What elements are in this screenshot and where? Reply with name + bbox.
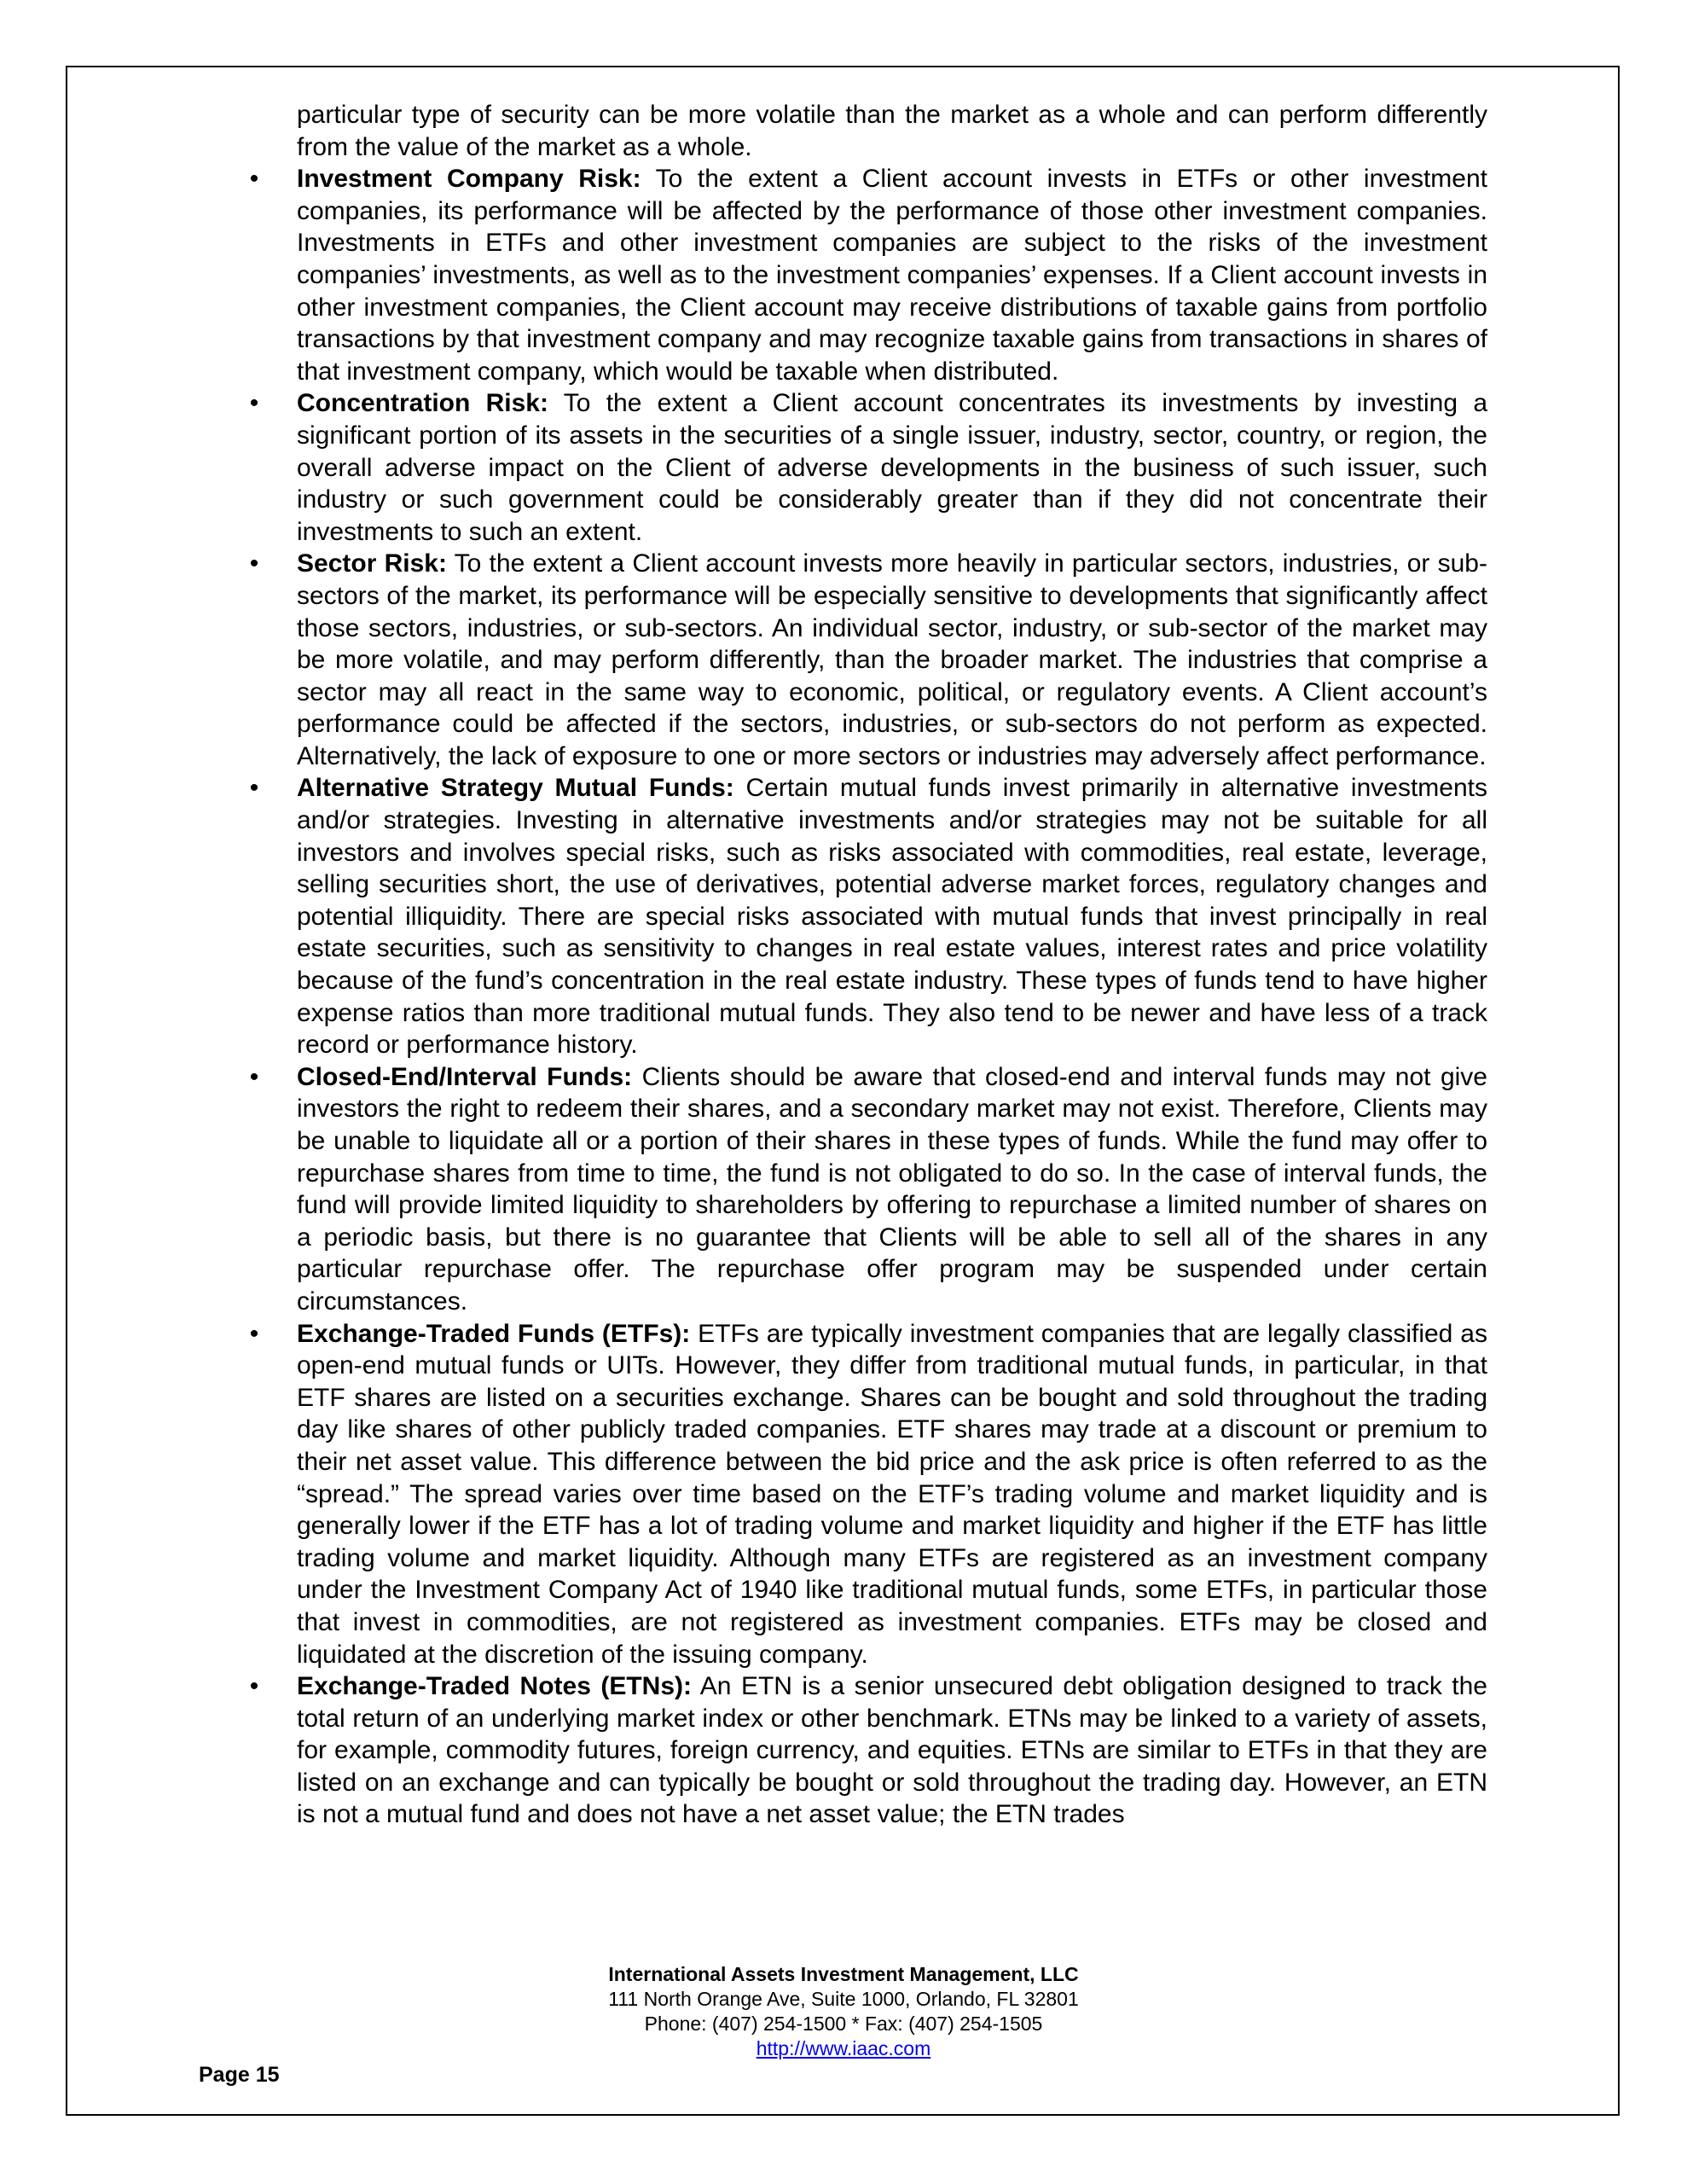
bullet-icon: • [249,1062,259,1091]
continuation-paragraph: particular type of security can be more volatile than the market as a whole and can perform differently from the value of the market as a whole. [297,101,1487,161]
risk-description: Clients should be aware that closed-end and interval funds may not give investors the right to redeem their shares, and a secondary market may not exist. Therefore, Clients may be unable to liquidate all or a portion of their shares in these types of funds. While the fund may offer to repurchase shares from time to time, the fund is not obligated to do so. In the case of interval funds, the fund will provide limited liquidity to shareholders by offering to repurchase a limited number of shares on a periodic basis, but there is no guarantee that Clients will be able to sell all of the shares in any particular repurchase offer. The repurchase offer program may be suspended under certain circumstances. [297,1062,1487,1316]
footer-address: 111 North Orange Ave, Suite 1000, Orlando, FL 32801 [608,1988,1079,2010]
risk-term: Sector Risk: [297,549,447,578]
risk-term: Alternative Strategy Mutual Funds: [297,774,734,803]
risk-description: An ETN is a senior unsecured debt obligation designed to track the total return of an underlying market index or other benchmark. ETNs may be linked to a variety of assets, for example, commodity futures, foreign currency, and equities. ETNs are similar to ETFs in that they are listed on an exchange and can typically be bought or sold throughout the trading day. However, an ETN is not a mutual fund and does not have a net asset value; the ETN trades [297,1672,1487,1829]
risk-description: Certain mutual funds invest primarily in alternative investments and/or strategies. Investing in alternative investments and/or strategies may not be suitable for all investors and involves special risks, such as risks associated with commodities, real estate, leverage, selling securities short, the use of derivatives, potential adverse market forces, regulatory changes and potential illiquidity. There are special risks associated with mutual funds that invest principally in real estate securities, such as sensitivity to changes in real estate values, interest rates and price volatility because of the fund’s concentration in the real estate industry. These types of funds tend to have higher expense ratios than more traditional mutual funds. They also tend to be newer and have less of a track record or performance history. [297,774,1487,1060]
list-item [249,772,1487,1060]
bullet-icon: • [249,1672,259,1701]
page-number: Page 15 [199,2063,280,2087]
list-item [249,387,1488,548]
page-footer [0,1962,1687,2061]
list-item [249,1061,1487,1318]
bullet-icon: • [249,774,259,803]
risk-list [249,163,1488,1831]
list-item [249,1670,1487,1831]
risk-term: Closed-End/Interval Funds: [297,1062,633,1091]
bullet-icon: • [249,165,259,194]
bullet-icon: • [249,549,259,578]
footer-website-link[interactable]: http://www.iaac.com [756,2037,931,2059]
risk-description: To the extent a Client account concentrates its investments by investing a significant portion of its assets in the securities of a single issuer, industry, sector, country, or region, the overall adverse impact on the Client of adverse developments in the business of such issuer, such industry or such government could be considerably greater than if they did not concentrate their investments to such an extent. [297,389,1488,546]
list-item [249,163,1488,387]
footer-phone-fax: Phone: (407) 254-1500 * Fax: (407) 254-1505 [644,2013,1043,2035]
bullet-icon: • [249,389,259,418]
risk-term: Exchange-Traded Funds (ETFs): [297,1319,691,1348]
list-item [249,548,1487,772]
risk-description: To the extent a Client account invests in ETFs or other investment companies, its performance will be affected by the performance of those other investment companies. Investments in ETFs and other investment companies are subject to the risks of the investment companies’ investments, as well as to the investment companies’ expenses. If a Client account invests in other investment companies, the Client account may receive distributions of taxable gains from portfolio transactions by that investment company and may recognize taxable gains from transactions in shares of that investment company, which would be taxable when distributed. [297,165,1488,386]
risk-term: Investment Company Risk: [297,165,641,194]
list-item [249,1318,1487,1671]
risk-term: Concentration Risk: [297,389,548,418]
risk-description: To the extent a Client account invests more heavily in particular sectors, industries, or sub-sectors of the market, its performance will be especially sensitive to developments that significantly affect those sectors, industries, or sub-sectors. An individual sector, industry, or sub-sector of the market may be more volatile, and may perform differently, than the broader market. The industries that comprise a sector may all react in the same way to economic, political, or regulatory events. A Client account’s performance could be affected if the sectors, industries, or sub-sectors do not perform as expected. Alternatively, the lack of exposure to one or more sectors or industries may adversely affect performance. [297,549,1487,770]
risk-term: Exchange-Traded Notes (ETNs): [297,1672,692,1701]
footer-company-name: International Assets Investment Management, LLC [608,1963,1079,1985]
document-body [249,99,1488,1831]
risk-description: ETFs are typically investment companies that are legally classified as open-end mutual funds or UITs. However, they differ from traditional mutual funds, in particular, in that ETF shares are listed on a securities exchange. Shares can be bought and sold throughout the trading day like shares of other publicly traded companies. ETF shares may trade at a discount or premium to their net asset value. This difference between the bid price and the ask price is often referred to as the “spread.” The spread varies over time based on the ETF’s trading volume and market liquidity and is generally lower if the ETF has a lot of trading volume and market liquidity and higher if the ETF has little trading volume and market liquidity. Although many ETFs are registered as an investment company under the Investment Company Act of 1940 like traditional mutual funds, some ETFs, in particular those that invest in commodities, are not registered as investment companies. ETFs may be closed and liquidated at the discretion of the issuing company. [297,1319,1487,1669]
bullet-icon: • [249,1319,259,1348]
